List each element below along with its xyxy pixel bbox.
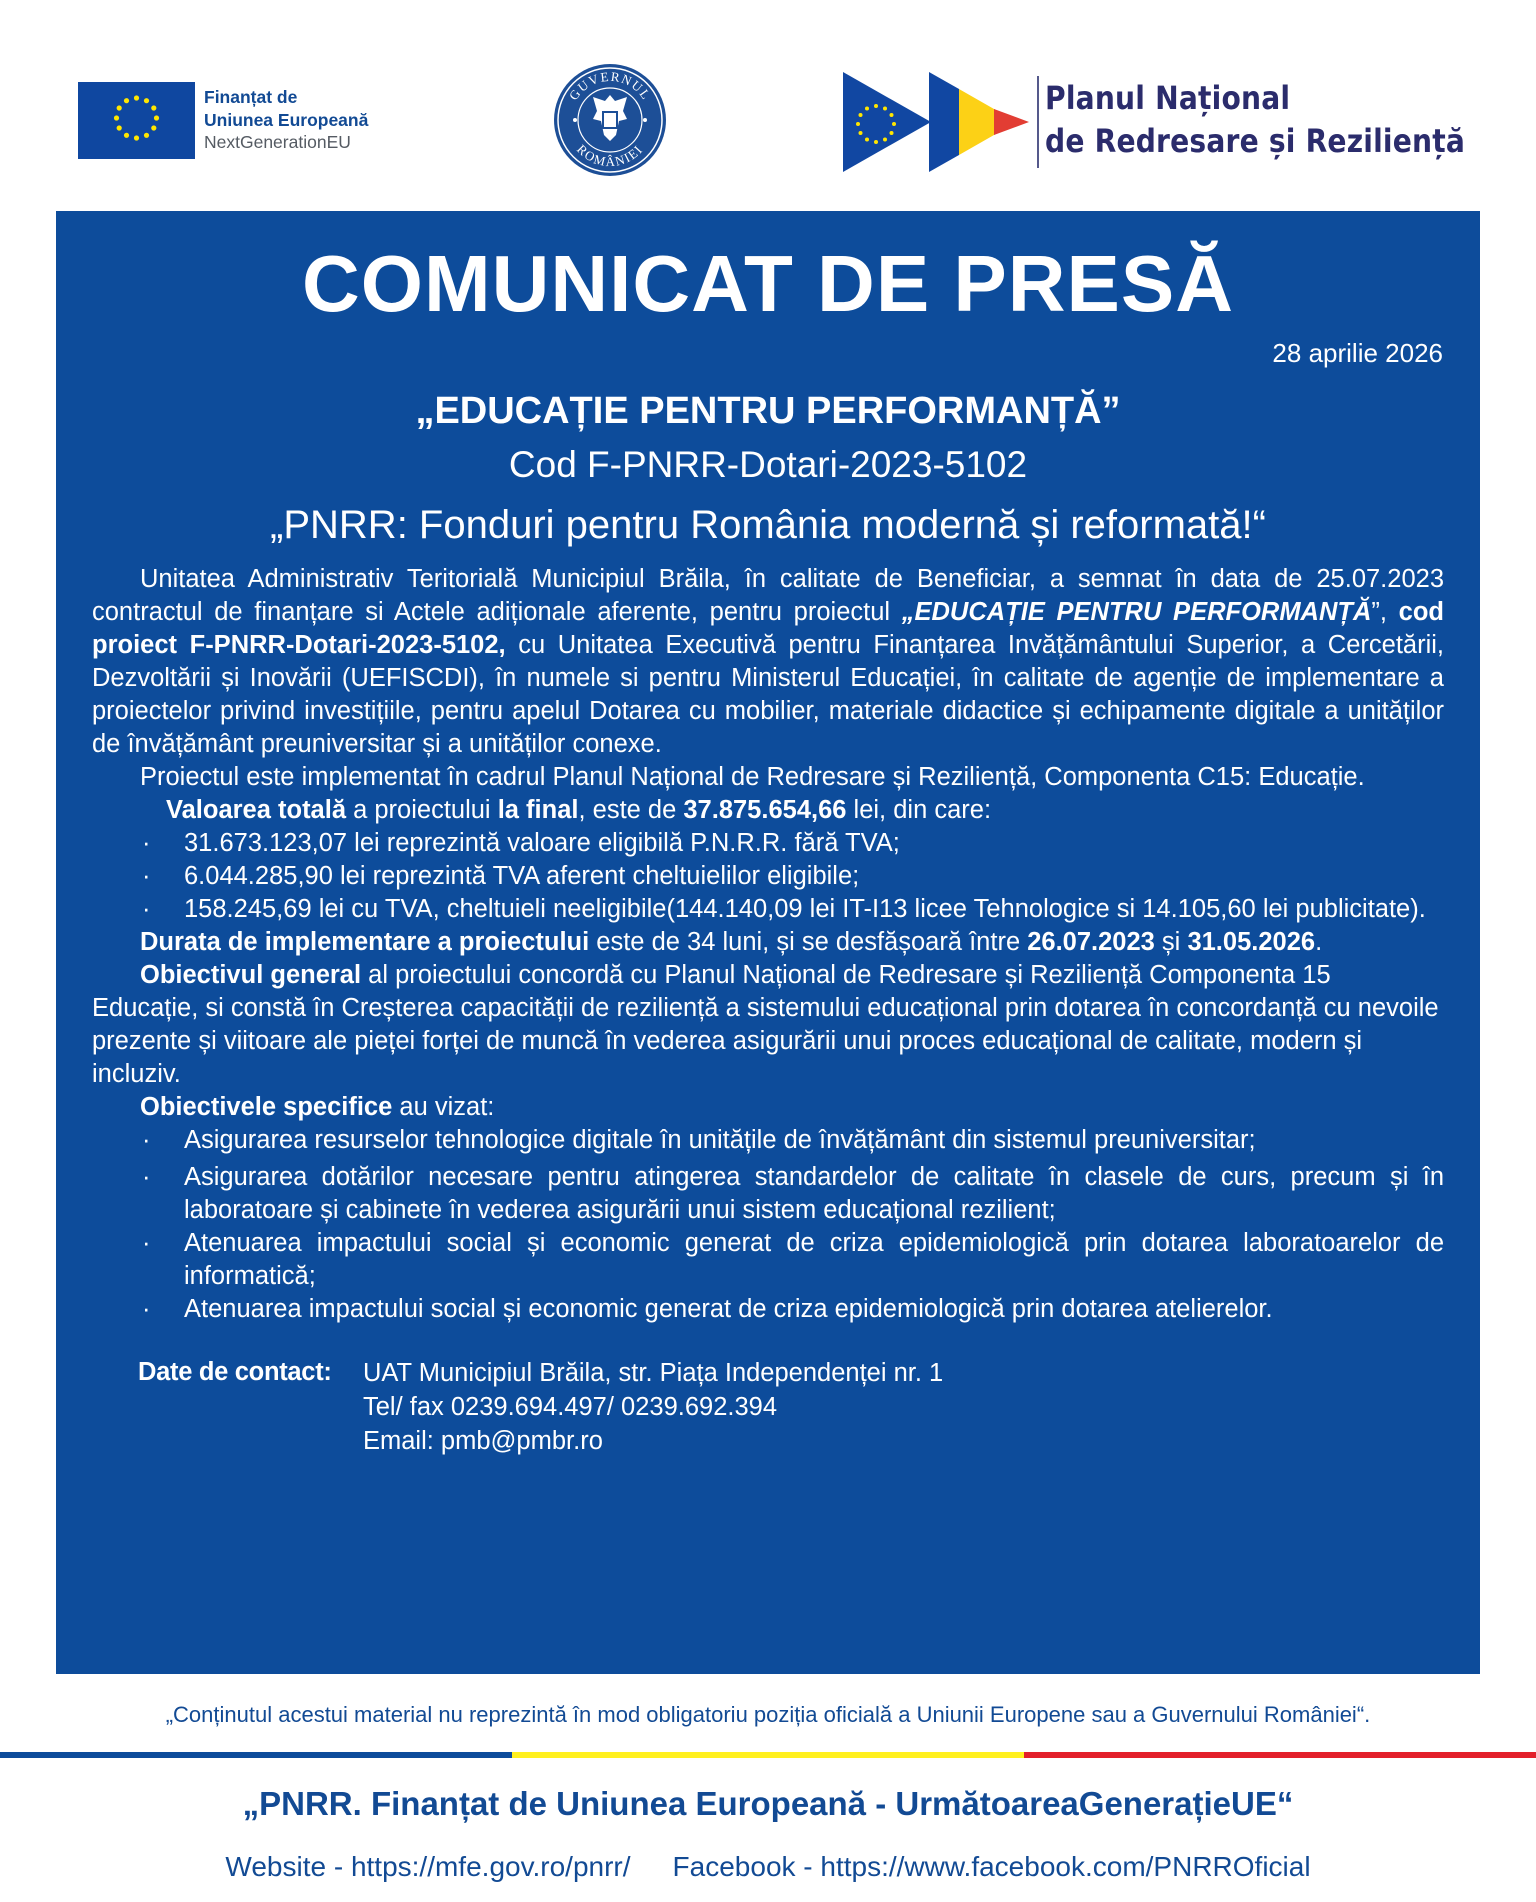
total-value-final: la final: [497, 796, 579, 824]
implementation-paragraph: Proiectul este implementat în cadrul Planul Național de Redresare și Reziliență, Componenta C15: Educație.: [140, 763, 1365, 791]
intro-paragraph: [92, 563, 1444, 761]
contact-email[interactable]: Email: pmb@pmbr.ro: [363, 1427, 603, 1455]
intro-project-code: cod proiect F-PNRR-Dotari-2023-5102,: [92, 598, 1444, 659]
list-item: [92, 1293, 1444, 1326]
list-item-text: Atenuarea impactului social și economic generat de criza epidemiologică prin dotarea laboratoarelor de informatică;: [184, 1229, 1444, 1290]
list-item: [92, 893, 1444, 926]
facebook-link[interactable]: Facebook - https://www.facebook.com/PNRROficial: [672, 1851, 1311, 1882]
tricolor-blue: [0, 1752, 512, 1758]
bullet-icon: ·: [142, 1163, 151, 1191]
specific-objectives-list: [92, 1124, 1444, 1326]
bullet-icon: ·: [142, 862, 151, 890]
pnrr-logo-text: [1045, 77, 1465, 163]
duration-start: 26.07.2023: [1027, 928, 1155, 956]
project-title: „EDUCAȚIE PENTRU PERFORMANȚĂ”: [415, 390, 1121, 432]
page-title: COMUNICAT DE PRESĂ: [301, 239, 1235, 328]
intro-quote: ”,: [1371, 598, 1399, 626]
duration-text: este de 34 luni, și se desfășoară între: [589, 928, 1028, 956]
pnrr-logo-line2: de Redresare și Reziliență: [1045, 122, 1466, 160]
tricolor-red: [1024, 1752, 1536, 1758]
tricolor-yellow: [512, 1752, 1024, 1758]
total-value-tail: lei, din care:: [846, 796, 992, 824]
pnrr-logo-divider: [1037, 76, 1039, 168]
list-item-text: Atenuarea impactului social și economic generat de criza epidemiologică prin dotarea atelierelor.: [184, 1295, 1273, 1323]
total-value-amount: 37.875.654,66: [683, 796, 847, 824]
intro-project-name: „EDUCAȚIE PENTRU PERFORMANȚĂ: [901, 598, 1372, 626]
footer-links: [0, 1850, 1536, 1884]
contact-address: UAT Municipiul Brăila, str. Piața Independenței nr. 1: [363, 1359, 944, 1387]
eu-funding-line1: Finanțat de: [204, 87, 298, 107]
bullet-icon: ·: [142, 829, 151, 857]
list-item-text: 31.673.123,07 lei reprezintă valoare eligibilă P.N.R.R. fără TVA;: [184, 829, 900, 857]
project-code: Cod F-PNRR-Dotari-2023-5102: [508, 444, 1028, 485]
list-item: [92, 1161, 1444, 1227]
list-item-text: Asigurarea dotărilor necesare pentru atingerea standardelor de calitate în clasele de curs, precum și în laboratoare și cabinete în vederea asigurării unui sistem educațional rezilient;: [184, 1163, 1444, 1224]
release-date: 28 aprilie 2026: [1272, 338, 1443, 368]
eu-funding-line3: NextGenerationEU: [204, 132, 351, 152]
pnrr-arrows-icon: [843, 72, 1029, 172]
pnrr-logo-line1: Planul Național: [1045, 79, 1291, 117]
total-value-label: Valoarea totală: [166, 796, 347, 824]
eu-flag-logo: [78, 82, 195, 159]
pnrr-slogan-heading: „PNRR: Fonduri pentru România modernă și reformată!“: [270, 503, 1266, 547]
intro-text-continued: cu Unitatea Executivă pentru Finanțarea Invățământului Superior, a Cercetării, Dezvoltării și Inovării (UEFISCDI), în numele si pentru Ministerul Educației, în calitate de agenție de implementare a proiectelor privind investițiile, pentru apelul Dotarea cu mobilier, materiale didactice și echipamente digitale a unităților de învățământ preuniversitar și a unităților conexe.: [92, 631, 1444, 758]
eu-funding-text: [204, 86, 368, 154]
website-link[interactable]: Website - https://mfe.gov.ro/pnrr/: [225, 1851, 631, 1882]
pnrr-logo-mark: [843, 72, 1029, 172]
list-item: [92, 860, 1444, 893]
duration-and: și: [1154, 928, 1188, 956]
list-item-text: 158.245,69 lei cu TVA, cheltuieli neeligibile(144.140,09 lei IT-I13 licee Tehnologice si 14.105,60 lei publicitate).: [184, 895, 1426, 923]
general-objective-paragraph: [92, 959, 1444, 1091]
list-item: [92, 1227, 1444, 1293]
bullet-icon: ·: [142, 1295, 151, 1323]
eu-stars-icon: [78, 82, 195, 159]
tricolor-divider: [0, 1752, 1536, 1758]
value-breakdown-list: [92, 827, 1444, 926]
press-release-body: [92, 563, 1444, 1458]
list-item-text: 6.044.285,90 lei reprezintă TVA aferent cheltuielilor eligibile;: [184, 862, 860, 890]
svg-text:ROMÂNIEI: ROMÂNIEI: [574, 141, 646, 170]
general-objective-text: al proiectului concordă cu Planul Național de Redresare și Reziliență Componenta 15 Educație, si constă în Creșterea capacității de reziliență a sistemului educațional prin dotarea în concordanță cu nevoile prezente și viitoare ale pieței forței de muncă în vederea asigurării unui proces educațional de calitate, modern și incluziv.: [92, 961, 1439, 1088]
duration-paragraph: [92, 926, 1444, 959]
bullet-icon: ·: [142, 1126, 151, 1154]
list-item: [92, 1124, 1444, 1157]
total-value-text2: , este de: [578, 796, 684, 824]
romanian-government-seal: [553, 63, 667, 177]
list-item-text: Asigurarea resurselor tehnologice digitale în unitățile de învățământ din sistemul preuniversitar;: [184, 1126, 1256, 1154]
government-seal-icon: [553, 63, 667, 177]
specific-objectives-tail: au vizat:: [392, 1093, 495, 1121]
bullet-icon: ·: [142, 895, 151, 923]
total-value-paragraph: [92, 794, 1444, 827]
total-value-text: a proiectului: [346, 796, 498, 824]
list-item: [92, 827, 1444, 860]
specific-objectives-heading: [92, 1091, 1444, 1124]
contact-label: Date de contact:: [138, 1358, 332, 1386]
eu-funding-line2: Uniunea Europeană: [204, 109, 369, 130]
contact-values: [363, 1356, 943, 1458]
intro-text: Unitatea Administrativ Teritorială Municipiul Brăila, în calitate de Beneficiar, a semnat în data de 25.07.2023 contractul de finanțare si Actele adiționale aferente, pentru proiectul: [92, 565, 1444, 626]
footer-slogan: „PNRR. Finanțat de Uniunea Europeană - UrmătoareaGenerațieUE“: [242, 1785, 1294, 1822]
duration-label: Durata de implementare a proiectului: [140, 928, 590, 956]
contact-block: [92, 1356, 1444, 1458]
press-release-panel: [56, 211, 1480, 1674]
duration-tail: .: [1315, 928, 1323, 956]
duration-end: 31.05.2026: [1187, 928, 1316, 956]
disclaimer-text: „Conținutul acestui material nu reprezintă în mod obligatoriu poziția oficială a Uniunii Europene sau a Guvernului României“.: [165, 1702, 1371, 1727]
svg-text:GUVERNUL: GUVERNUL: [565, 68, 655, 103]
bullet-icon: ·: [142, 1229, 151, 1257]
specific-objectives-label: Obiectivele specifice: [140, 1093, 393, 1121]
general-objective-label: Obiectivul general: [140, 961, 362, 989]
contact-phone: Tel/ fax 0239.694.497/ 0239.692.394: [363, 1393, 778, 1421]
